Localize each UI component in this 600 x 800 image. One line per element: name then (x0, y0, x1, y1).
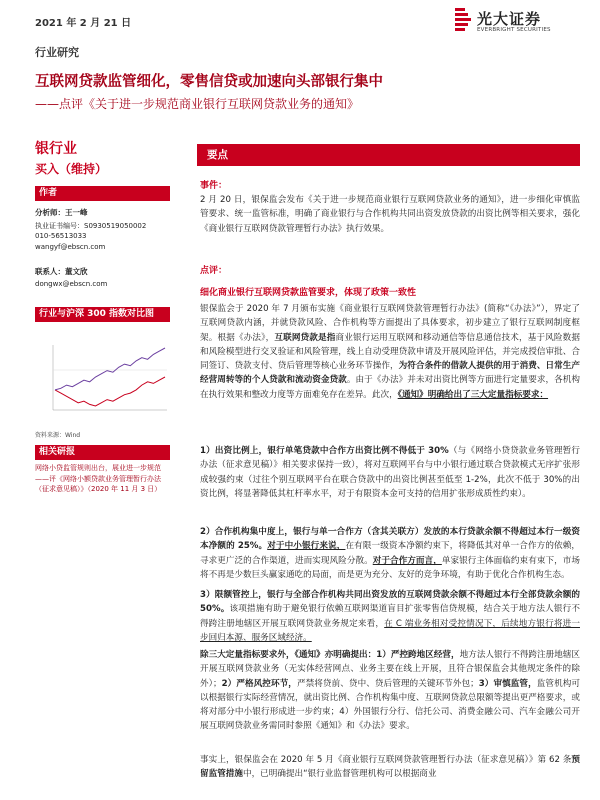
logo-subtext: EVERBRIGHT SECURITIES (477, 27, 551, 33)
document-type: 行业研究 (35, 46, 79, 59)
report-date: 2021 年 2 月 21 日 (35, 18, 132, 29)
report-subtitle: ——点评《关于进一步规范商业银行互联网贷款业务的通知》 (35, 97, 360, 111)
series-line-2 (55, 348, 165, 390)
contact-email[interactable]: dongwx@ebscn.com (35, 280, 108, 288)
analyst-email[interactable]: wangyf@ebscn.com (35, 243, 106, 251)
license-number: 执业证书编号：S0930519050002 (35, 222, 147, 230)
analyst-phone: 010-56513033 (35, 232, 87, 240)
index-comparison-chart (35, 340, 170, 425)
paragraph-point-3: 3）限额管控上，银行与全部合作机构共同出资发放的互联网贷款余额不得超过本行全部贷款余额的 50%。该项措施有助于避免银行依赖互联网渠道盲目扩张零售信贷规模，结合关于地方法人银行不得跨注册地辖区开展互联网贷款业务规定来看，在 C 端业务相对受控情况下，后续地方银行将进一步回归本源、服务区域经济。 (200, 590, 580, 643)
keypoints-header: 要点 (197, 144, 580, 166)
related-report-link[interactable]: 网络小贷监管规则出台，展业进一步规范——评《网络小额贷款业务管理暂行办法（征求意见稿）》（2020 年 11 月 3 日） (35, 464, 162, 493)
author-header: 作者 (35, 186, 170, 201)
paragraph-other-requirements: 除三大定量指标要求外，《通知》亦明确提出：1）严控跨地区经营，地方法人银行不得跨注册地辖区开展互联网贷款业务（无实体经营网点、业务主要在线上开展，且符合银保监会其他规定条件的除外）；2）严格风控环节，严禁将贷前、贷中、贷后管理的关键环节外包；3）审慎监管，监管机构可以根据银行实际经营情况，就出资比例、合作机构集中度、互联网贷款总限额等提出更严格要求，或将对部分中小银行形成进一步约束；4）外国银行分行、信托公司、消费金融公司、汽车金融公司开展互联网贷款业务需同时参照《通知》和《办法》要求。 (200, 650, 581, 732)
series-line-1 (55, 377, 165, 406)
event-paragraph: 2 月 20 日，银保监会发布《关于进一步规范商业银行互联网贷款业务的通知》，进一步细化审慎监管要求、统一监管标准，明确了商业银行与合作机构共同出资发放贷款的出资比例等相关要求，强化《商业银行互联网贷款管理暂行办法》执行效果。 (200, 195, 580, 234)
paragraph-intro: 银保监会于 2020 年 7 月颁布实施《商业银行互联网贷款管理暂行办法》(简称“《办法》”），界定了互联网贷款内涵，并就贷款风险、合作机构等方面提出了具体要求，初步建立了银行互联网制度框架。根据《办法》，互联网贷款是指商业银行运用互联网和移动通信等信息通信技术，基于风险数据和风险模型进行交叉验证和风险管理，线上自动受理贷款申请及开展风险评估，并完成授信审批、合同签订、贷款支付、贷后管理等核心业务环节操作，为符合条件的借款人提供的用于消费、日常生产经营周转等的个人贷款和流动资金贷款。由于《办法》并未对出资比例等方面进行定量要求，各机构在执行效果和整改力度等方面难免存在差异。此次，《通知》明确给出了三大定量指标要求： (200, 304, 580, 400)
comment-label: 点评： (200, 266, 228, 276)
industry-name: 银行业 (35, 141, 77, 157)
paragraph-background: 事实上，银保监会在 2020 年 5 月《商业银行互联网贷款管理暂行办法（征求意见稿）》第 62 条预留监管措施中，已明确提出“银行业监督管理机构可以根据商业 (200, 755, 580, 780)
rating: 买入（维持） (35, 162, 108, 176)
related-header: 相关研报 (35, 445, 170, 460)
paragraph-point-2: 2）合作机构集中度上，银行与单一合作方（含其关联方）发放的本行贷款余额不得超过本行一级资本净额的 25%。对于中小银行来说，在有限一级资本净额约束下，将降低其对单一合作方的依赖，寻求更广泛的合作渠道，进而实现风险分散。对于合作方而言，单家银行主体面临约束有束下，市场将不再是少数巨头赢家通吃的局面，而是更为充分、友好的竞争环境，有助于优化合作机构生态。 (200, 527, 580, 580)
paragraph-point-1: 1）出资比例上，银行单笔贷款中合作方出资比例不得低于 30%（与《网络小贷贷款业务管理暂行办法（征求意见稿）》相关要求保持一致），将对互联网平台与中小银行通过联合贷款模式无序扩张形成较强约束（过往个别互联网平台在联合贷款中的出资比例甚至低至 1-2%，此次不低于 30%的出资比例，将显著降低其杠杆率水平，对于有限资本金可支持的信用扩张形成质性约束）。 (200, 446, 580, 499)
analyst-name: 分析师：王一峰 (35, 208, 88, 217)
section-heading: 细化商业银行互联网贷款监管要求，体现了政策一致性 (200, 288, 417, 298)
logo-text: 光大证券 (477, 10, 542, 28)
chart-header: 行业与沪深 300 指数对比图 (35, 307, 170, 322)
chart-source: 资料来源：Wind (35, 432, 81, 439)
contact-name: 联系人：董文欣 (35, 267, 88, 276)
brand-logo (455, 6, 575, 40)
logo-mark-icon (455, 8, 471, 32)
event-label: 事件： (200, 181, 228, 191)
report-title: 互联网贷款监管细化，零售信贷或加速向头部银行集中 (35, 74, 383, 90)
